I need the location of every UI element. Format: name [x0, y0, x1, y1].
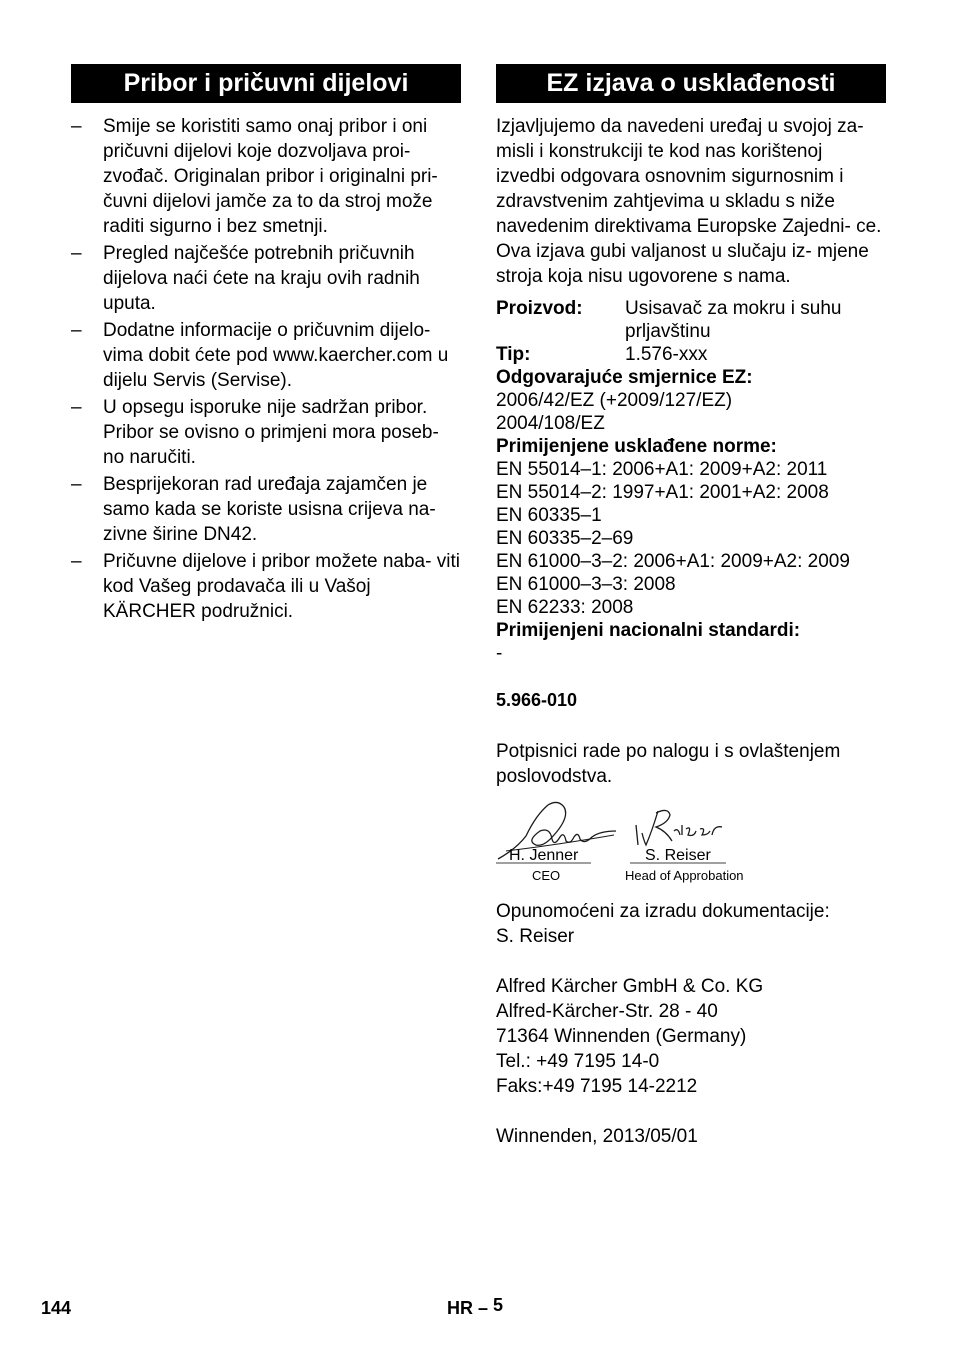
signature-name-reiser: S. Reiser: [645, 847, 711, 864]
address-line: Alfred-Kärcher-Str. 28 - 40: [496, 1001, 718, 1022]
norm-item: EN 55014–1: 2006+A1: 2009+A2: 2011: [496, 459, 828, 480]
section-heading-declaration: EZ izjava o usklađenosti: [496, 64, 886, 103]
address-line: Tel.: +49 7195 14-0: [496, 1051, 660, 1072]
page-number: 144: [41, 1298, 72, 1318]
list-item: [71, 472, 461, 547]
norm-item: EN 61000–3–3: 2008: [496, 574, 676, 595]
authorized-name: S. Reiser: [496, 926, 575, 947]
section-heading-accessories: Pribor i pričuvni dijelovi: [71, 64, 461, 103]
dash-bullet: –: [71, 243, 82, 264]
dash-bullet: –: [71, 397, 82, 418]
company-address: [496, 974, 886, 1099]
document-number: 5.966-010: [496, 690, 578, 710]
product-label: Proizvod:: [496, 298, 583, 319]
list-item-text: Pregled najčešće potrebnih pričuvnih dijelova naći ćete na kraju ovih radnih uputa.: [103, 243, 420, 314]
list-item: [71, 318, 461, 393]
list-item-text: Besprijekoran rad uređaja zajamčen je samo kada se koriste usisna crijeva na- zivne širine DN42.: [103, 474, 436, 545]
dash-bullet: –: [71, 474, 82, 495]
authorized-label: Opunomoćeni za izradu dokumentacije:: [496, 901, 830, 922]
signature-name-jenner: H. Jenner: [509, 847, 579, 864]
signatories-text: Potpisnici rade po nalogu i s ovlaštenjem poslovodstva.: [496, 741, 841, 787]
address-line: 71364 Winnenden (Germany): [496, 1026, 747, 1047]
national-standards-label: Primijenjeni nacionalni standardi:: [496, 620, 801, 641]
footer-section-page: 5: [493, 1295, 504, 1315]
right-column: [496, 64, 886, 1149]
list-item: [71, 114, 461, 239]
list-item-text: Smije se koristiti samo onaj pribor i oni pričuvni dijelovi koje dozvoljava proi- zvođač. Originalan pribor i originalni pri- čuvni dijelovi jamče za to da stroj može raditi sigurno i bez smetnji.: [103, 116, 438, 237]
directive-item: 2006/42/EZ (+2009/127/EZ): [496, 390, 733, 411]
product-row: [496, 297, 886, 343]
footer-dash: –: [478, 1298, 489, 1318]
declaration-intro: Izjavljujemo da navedeni uređaj u svojoj za- misli i konstrukciji te kod nas korištenoj izvedbi odgovara osnovnim sigurnosnim i zdravstvenim zahtjevima u skladu s niže navedenim direktivama Europske Zajedni- ce. Ova izjava gubi valjanost u slučaju iz- mjene stroja koja nisu ugovorene s nama.: [496, 116, 882, 287]
signature-role-reiser: Head of Approbation: [625, 868, 744, 883]
address-line: Alfred Kärcher GmbH & Co. KG: [496, 976, 764, 997]
dash-bullet: –: [71, 320, 82, 341]
place-date: Winnenden, 2013/05/01: [496, 1126, 698, 1147]
list-item: [71, 241, 461, 316]
norm-item: EN 62233: 2008: [496, 597, 634, 618]
signature-role-jenner: CEO: [532, 868, 561, 883]
type-value: 1.576-xxx: [625, 344, 708, 365]
list-item: [71, 549, 461, 624]
accessories-list: [71, 114, 461, 624]
national-standards-value: -: [496, 643, 503, 664]
footer-lang: HR: [447, 1298, 473, 1318]
product-spec: [496, 297, 886, 665]
footer-section-label: [447, 1295, 504, 1319]
norm-item: EN 60335–2–69: [496, 528, 634, 549]
type-row: [496, 343, 886, 366]
signature-block: [496, 801, 886, 913]
directive-item: 2004/108/EZ: [496, 413, 605, 434]
norm-item: EN 61000–3–2: 2006+A1: 2009+A2: 2009: [496, 551, 850, 572]
dash-bullet: –: [71, 116, 82, 137]
norms-label: Primijenjene usklađene norme:: [496, 436, 777, 457]
directives-label: Odgovarajuće smjernice EZ:: [496, 367, 753, 388]
left-column: [71, 64, 461, 626]
dash-bullet: –: [71, 551, 82, 572]
norm-item: EN 55014–2: 1997+A1: 2001+A2: 2008: [496, 482, 829, 503]
product-value: Usisavač za mokru i suhu prljavštinu: [625, 298, 842, 342]
list-item: [71, 395, 461, 470]
norm-item: EN 60335–1: [496, 505, 602, 526]
list-item-text: U opsegu isporuke nije sadržan pribor. Pribor se ovisno o primjeni mora poseb- no naručiti.: [103, 397, 439, 468]
list-item-text: Pričuvne dijelove i pribor možete naba- viti kod Vašeg prodavača ili u Vašoj KÄRCHER podružnici.: [103, 551, 460, 622]
type-label: Tip:: [496, 344, 531, 365]
list-item-text: Dodatne informacije o pričuvnim dijelo- vima dobit ćete pod www.kaercher.com u dijelu Servis (Servise).: [103, 320, 449, 391]
address-line: Faks:+49 7195 14-2212: [496, 1076, 698, 1097]
